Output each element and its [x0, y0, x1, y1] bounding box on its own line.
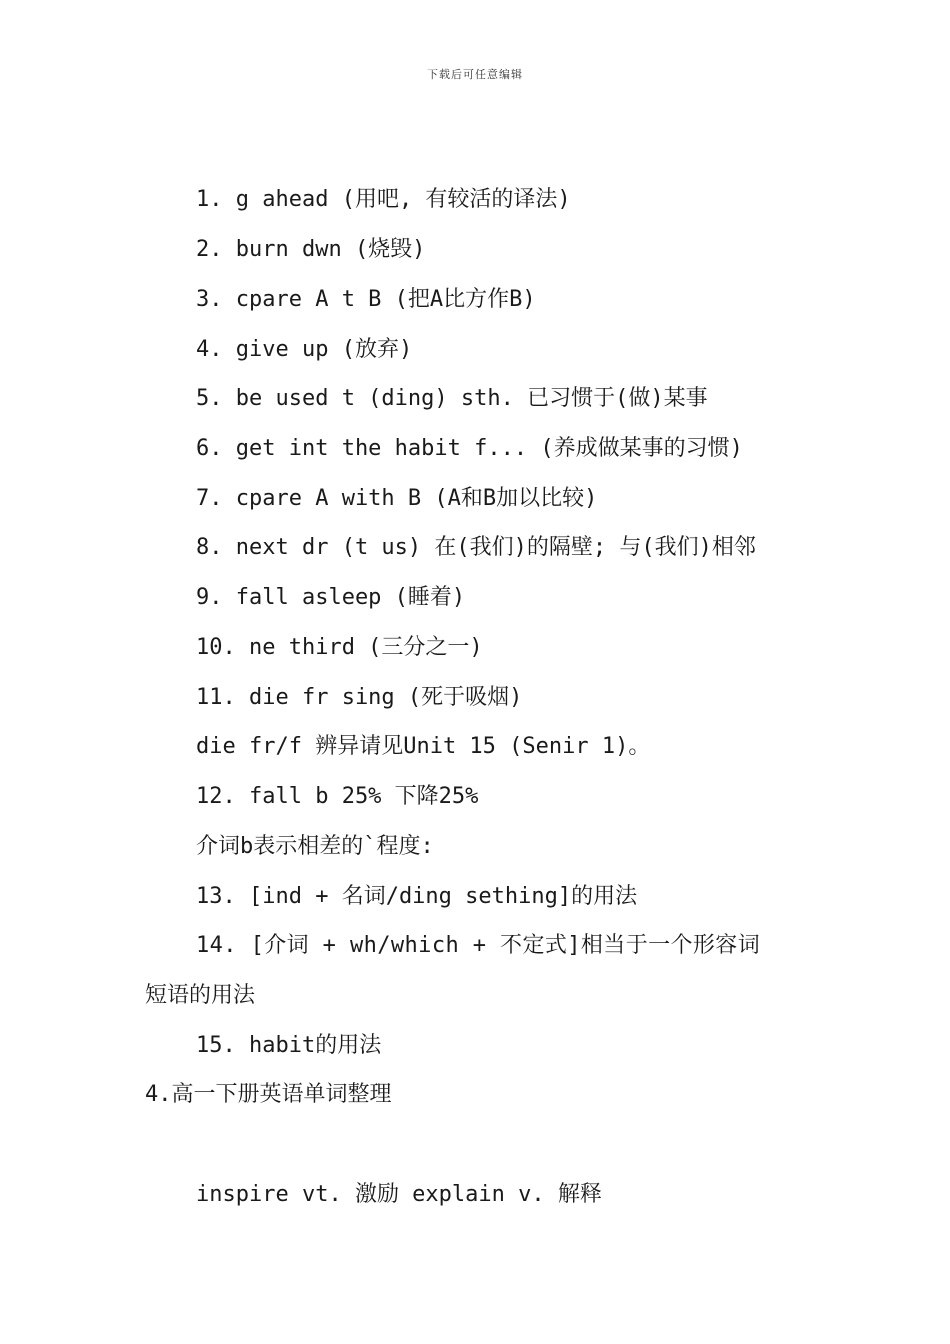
text-line: 7. cpare A with B (A和B加以比较)	[196, 486, 598, 511]
text-line: 5. be used t (ding) sth. 已习惯于(做)某事	[196, 386, 708, 411]
text-line: 4. give up (放弃)	[196, 337, 413, 362]
text-line: 14. [介词 + wh/which + 不定式]相当于一个形容词	[196, 933, 761, 958]
text-line: 6. get int the habit f... (养成做某事的习惯)	[196, 436, 743, 461]
text-line: 11. die fr sing (死于吸烟)	[196, 685, 523, 710]
text-line: 15. habit的用法	[196, 1033, 382, 1058]
text-line: 1. g ahead (用吧, 有较活的译法)	[196, 187, 571, 212]
text-line: die fr/f 辨异请见Unit 15 (Senir 1)。	[196, 734, 651, 759]
text-line: 短语的用法	[145, 983, 256, 1008]
page-header: 下载后可任意编辑	[427, 68, 523, 81]
text-line: 介词b表示相差的`程度:	[196, 834, 434, 859]
text-line: 3. cpare A t B (把A比方作B)	[196, 287, 536, 312]
text-line: 13. [ind + 名词/ding sething]的用法	[196, 884, 638, 909]
section-heading: 4.高一下册英语单词整理	[145, 1082, 392, 1107]
text-line: 12. fall b 25% 下降25%	[196, 784, 479, 809]
text-line: 2. burn dwn (烧毁)	[196, 237, 426, 262]
text-line: 9. fall asleep (睡着)	[196, 585, 466, 610]
text-line: 8. next dr (t us) 在(我们)的隔壁; 与(我们)相邻	[196, 535, 756, 560]
text-line: inspire vt. 激励 explain v. 解释	[196, 1182, 602, 1207]
text-line: 10. ne third (三分之一)	[196, 635, 483, 660]
